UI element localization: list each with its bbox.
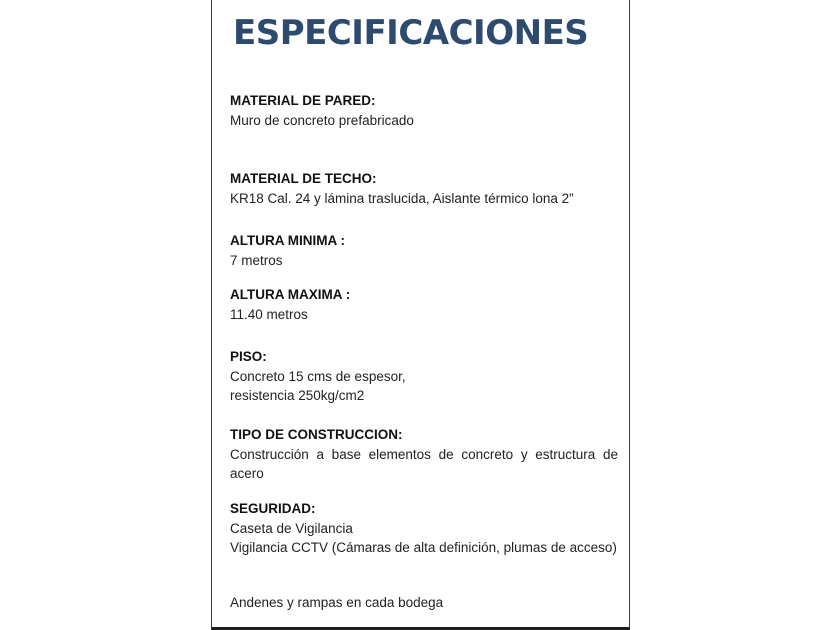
page-title: ESPECIFICACIONES [233,13,589,53]
section-construction-type [230,425,618,484]
footer-note [230,593,618,613]
security-value-line-2: Vigilancia CCTV (Cámaras de alta definición, plumas de acceso) [230,540,617,555]
roof-material-label: MATERIAL DE TECHO: [230,171,377,186]
section-max-height [230,285,618,324]
section-floor [230,347,618,406]
security-value-line-1: Caseta de Vigilancia [230,520,353,536]
section-security [230,499,618,558]
max-height-label: ALTURA MAXIMA : [230,287,351,302]
security-label: SEGURIDAD: [230,501,316,516]
section-roof-material [230,169,618,208]
wall-material-value: Muro de concreto prefabricado [230,112,414,128]
section-wall-material [230,91,618,130]
floor-value-line-2: resistencia 250kg/cm2 [230,388,365,403]
construction-type-value: Construcción a base elementos de concreto y estructura de acero [230,446,618,481]
construction-type-label: TIPO DE CONSTRUCCION: [230,427,403,442]
spec-sheet [211,0,630,630]
min-height-label: ALTURA MINIMA : [230,233,345,248]
roof-material-value: KR18 Cal. 24 y lámina traslucida, Aislante térmico lona 2” [230,190,574,206]
wall-material-label: MATERIAL DE PARED: [230,93,376,108]
footer-note-text: Andenes y rampas en cada bodega [230,595,444,610]
max-height-value: 11.40 metros [230,306,308,322]
floor-label: PISO: [230,349,267,364]
min-height-value: 7 metros [230,252,283,268]
section-min-height [230,231,618,270]
floor-value-line-1: Concreto 15 cms de espesor, [230,368,406,384]
